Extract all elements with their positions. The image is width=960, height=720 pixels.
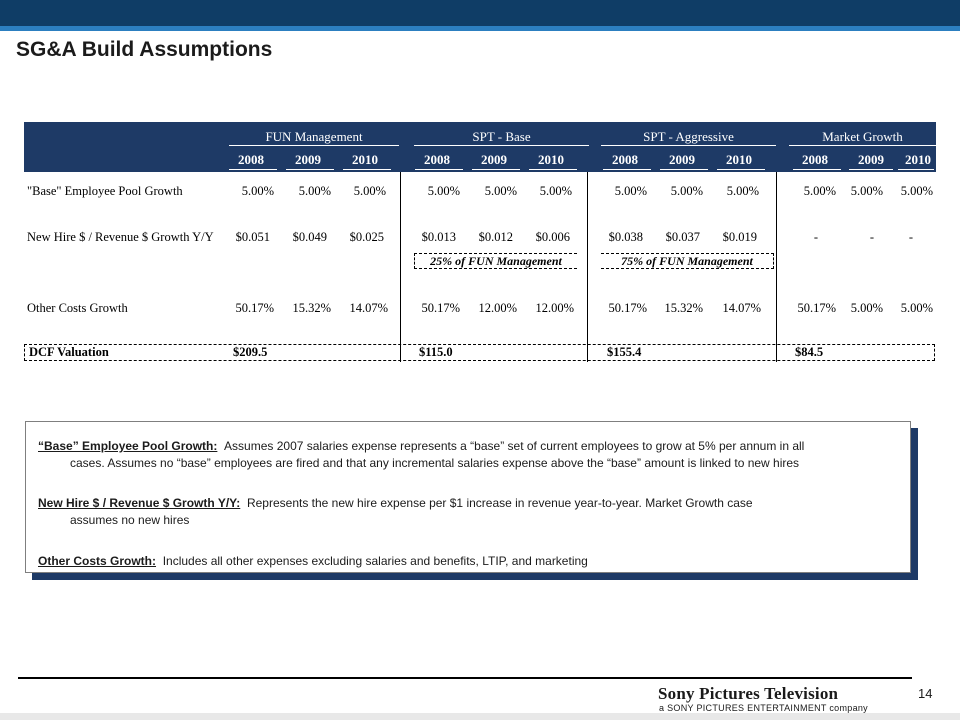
year-underline — [898, 169, 934, 170]
table-cell: - — [869, 230, 875, 244]
year-underline — [415, 169, 463, 170]
table-cell: 5.00% — [850, 301, 883, 315]
year-underline — [343, 169, 391, 170]
definition-other-costs-growth — [38, 553, 886, 570]
table-cell: 5.00% — [670, 184, 703, 198]
table-cell: $0.049 — [292, 230, 327, 244]
group-header-spt-aggressive: SPT - Aggressive — [643, 129, 734, 144]
group-underline — [229, 145, 399, 146]
year-header: 2008 — [424, 152, 450, 167]
year-header: 2010 — [726, 152, 752, 167]
table-cell: 5.00% — [900, 301, 933, 315]
table-cell: 5.00% — [726, 184, 759, 198]
group-underline — [789, 145, 936, 146]
table-cell: $0.006 — [535, 230, 570, 244]
top-banner — [0, 0, 960, 26]
table-cell: $0.038 — [608, 230, 643, 244]
dcf-valuation-label: DCF Valuation — [29, 345, 109, 359]
table-header — [24, 122, 936, 172]
table-cell: 14.07% — [722, 301, 761, 315]
year-header: 2009 — [295, 152, 321, 167]
page-title: SG&A Build Assumptions — [16, 38, 273, 61]
table-cell: 5.00% — [900, 184, 933, 198]
table-cell: $0.012 — [478, 230, 513, 244]
definition-text: assumes no new hires — [70, 513, 190, 527]
table-cell: 12.00% — [535, 301, 574, 315]
table-cell: $0.013 — [421, 230, 456, 244]
page-number: 14 — [918, 686, 933, 701]
definition-term: New Hire $ / Revenue $ Growth Y/Y: — [38, 496, 241, 510]
table-cell: $0.025 — [349, 230, 384, 244]
year-header: 2009 — [669, 152, 695, 167]
definition-base-employee-pool-growth — [38, 438, 886, 472]
definitions-box — [25, 421, 911, 573]
table-cell: 50.17% — [608, 301, 647, 315]
table-cell: 15.32% — [664, 301, 703, 315]
year-header: 2008 — [612, 152, 638, 167]
table-cell: $0.051 — [235, 230, 270, 244]
table-cell: 12.00% — [478, 301, 517, 315]
group-underline — [414, 145, 589, 146]
row-label-other-costs-growth: Other Costs Growth — [27, 301, 128, 315]
year-header: 2010 — [905, 152, 931, 167]
year-underline — [286, 169, 334, 170]
bottom-bar — [0, 713, 960, 720]
table-cell: 5.00% — [803, 184, 836, 198]
top-banner-accent — [0, 26, 960, 31]
definition-text: Assumes 2007 salaries expense represents a “base” set of current employees to grow at 5% per annum in all — [224, 439, 805, 453]
table-cell: 5.00% — [539, 184, 572, 198]
table-cell: 50.17% — [797, 301, 836, 315]
table-cell: 15.32% — [292, 301, 331, 315]
brand-subtitle: a SONY PICTURES ENTERTAINMENT company — [659, 703, 868, 713]
year-header: 2010 — [538, 152, 564, 167]
table-cell: 5.00% — [241, 184, 274, 198]
year-header: 2009 — [481, 152, 507, 167]
table-cell: - — [908, 230, 914, 244]
dcf-value-market-growth: $84.5 — [795, 345, 824, 359]
year-underline — [229, 169, 277, 170]
year-underline — [529, 169, 577, 170]
assumptions-table — [24, 122, 936, 362]
year-underline — [717, 169, 765, 170]
year-underline — [603, 169, 651, 170]
group-header-fun-management: FUN Management — [265, 129, 363, 144]
table-cell: 5.00% — [353, 184, 386, 198]
table-cell: 5.00% — [484, 184, 517, 198]
dcf-value-spt-base: $115.0 — [419, 345, 453, 359]
year-underline — [849, 169, 893, 170]
brand-logo-text: Sony Pictures Television — [658, 684, 839, 703]
definition-term: Other Costs Growth: — [38, 554, 157, 568]
table-cell: 5.00% — [850, 184, 883, 198]
table-cell: 14.07% — [349, 301, 388, 315]
table-cell: 50.17% — [235, 301, 274, 315]
table-cell: 5.00% — [427, 184, 460, 198]
definition-new-hire-revenue-growth — [38, 495, 886, 529]
definition-text: cases. Assumes no “base” employees are fired and that any incremental salaries expense above the “base” amount is linked to new hires — [70, 456, 800, 470]
column-divider — [587, 172, 588, 362]
group-header-spt-base: SPT - Base — [472, 129, 531, 144]
definition-text: Represents the new hire expense per $1 increase in revenue year-to-year. Market Growth case — [246, 496, 753, 510]
row-label-base-employee-pool-growth: "Base" Employee Pool Growth — [27, 184, 183, 198]
column-divider — [776, 172, 777, 362]
table-cell: $0.037 — [665, 230, 700, 244]
row-label-new-hire-revenue-growth: New Hire $ / Revenue $ Growth Y/Y — [27, 230, 214, 244]
year-header: 2010 — [352, 152, 378, 167]
table-cell: 5.00% — [614, 184, 647, 198]
footer-divider — [18, 677, 912, 679]
year-header: 2008 — [802, 152, 828, 167]
column-divider — [400, 172, 401, 362]
definition-text: Includes all other expenses excluding salaries and benefits, LTIP, and marketing — [162, 554, 588, 568]
dcf-value-spt-aggressive: $155.4 — [607, 345, 642, 359]
table-cell: 50.17% — [421, 301, 460, 315]
group-underline — [601, 145, 776, 146]
year-header: 2009 — [858, 152, 884, 167]
table-cell: - — [813, 230, 819, 244]
table-cell: $0.019 — [722, 230, 757, 244]
year-underline — [660, 169, 708, 170]
year-header: 2008 — [238, 152, 264, 167]
spt-aggressive-note: 75% of FUN Management — [601, 253, 774, 269]
spt-base-note: 25% of FUN Management — [414, 253, 577, 269]
group-header-market-growth: Market Growth — [822, 129, 903, 144]
year-underline — [472, 169, 520, 170]
dcf-value-fun-management: $209.5 — [233, 345, 268, 359]
table-cell: 5.00% — [298, 184, 331, 198]
year-underline — [793, 169, 841, 170]
definition-term: “Base” Employee Pool Growth: — [38, 439, 218, 453]
